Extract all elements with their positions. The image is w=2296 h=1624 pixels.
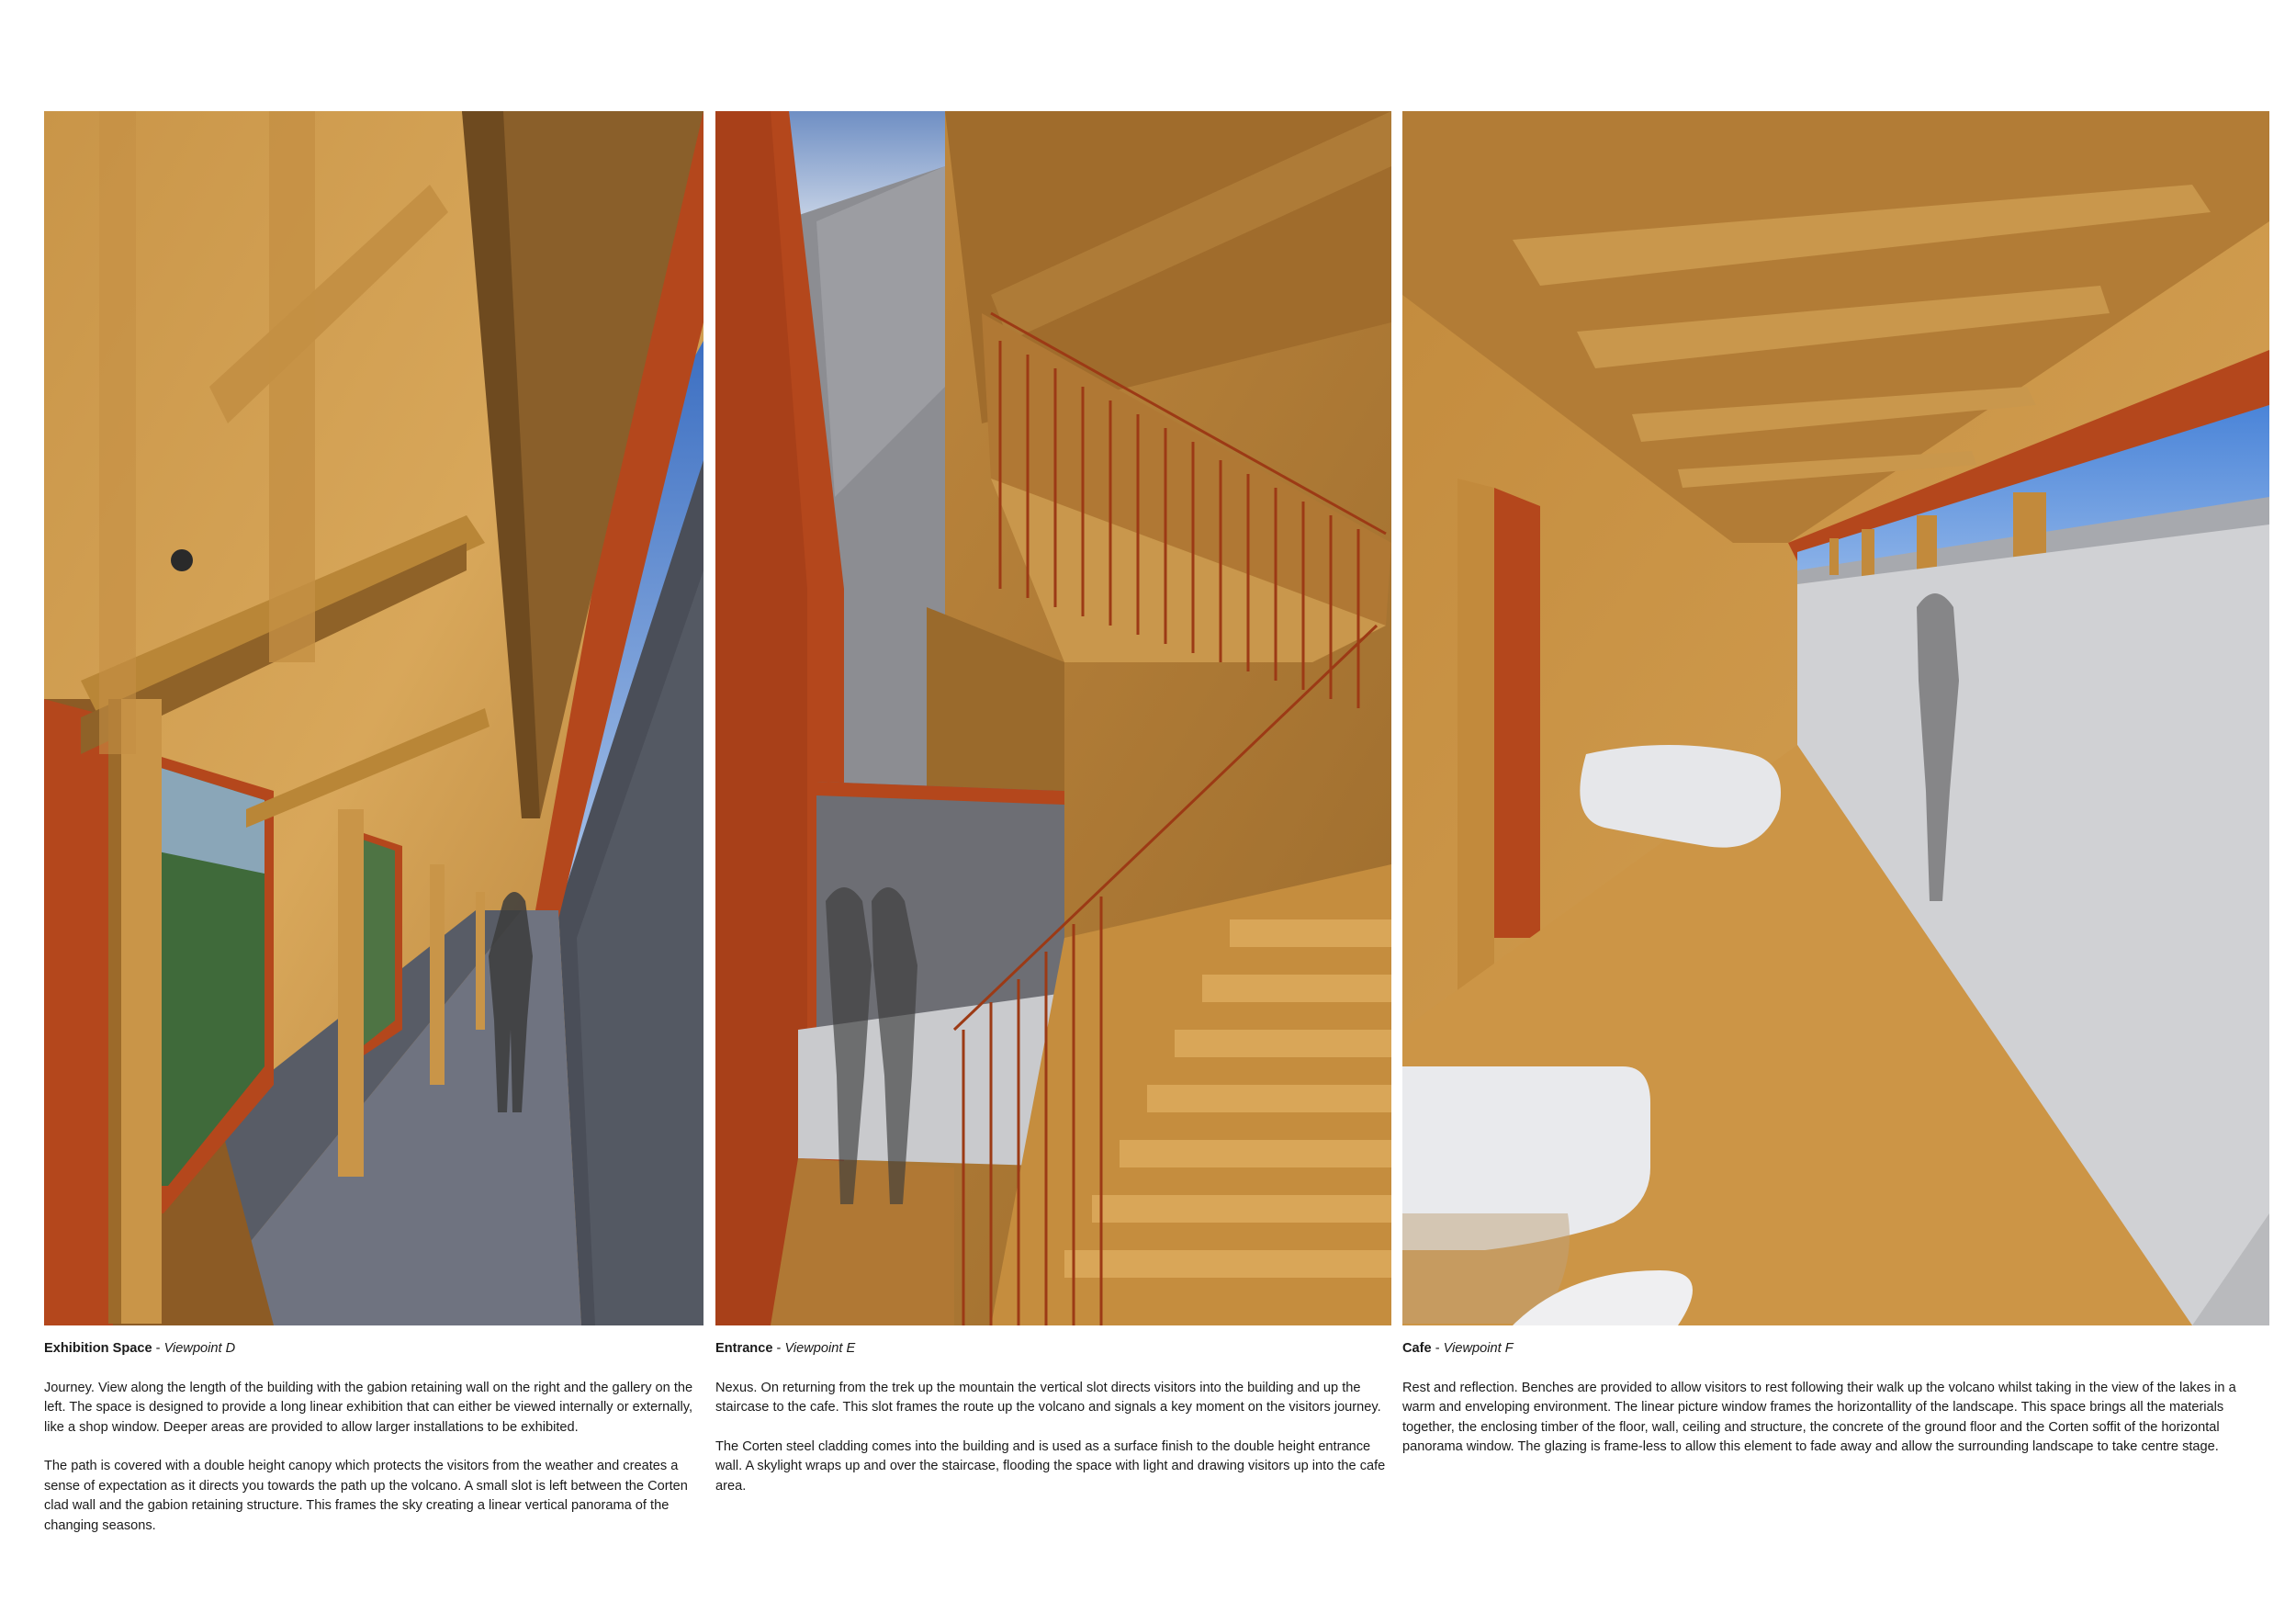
exhibition-paragraph-2: The path is covered with a double height canopy which protects the visitors from the weather and creates a sense of expectation as it directs you towards the path up the volcano. A small slot is left between the Corten clad wall and the gabion retaining structure. This frames the sky creating a linear vertical panorama of the changing seasons. <box>44 1459 688 1533</box>
exhibition-space-illustration <box>44 111 703 1325</box>
entrance-paragraph-2: The Corten steel cladding comes into the building and is used as a surface finish to the double height entrance wall. A skylight wraps up and over the staircase, flooding the space with light and drawing visitors up into the cafe area. <box>715 1438 1386 1494</box>
cafe-render <box>1402 111 2269 1325</box>
caption-separator: - <box>152 1341 164 1356</box>
caption-viewpoint: Viewpoint E <box>784 1341 856 1356</box>
caption-viewpoint: Viewpoint F <box>1443 1341 1514 1356</box>
cafe-paragraph-1: Rest and reflection. Benches are provided to allow visitors to rest following their walk up the volcano whilst taking in the view of the lakes in a warm and enveloping environment. The linear picture window frames the horizontallity of the landscape. This space brings all the materials together, the enclosing timber of the floor, wall, ceiling and structure, the concrete of the ground floor and the Corten soffit of the horizontal panorama window. The glazing is frame-less to allow this element to fade away and allow the surrounding landscape to take centre stage. <box>1402 1380 2236 1454</box>
exhibition-space-render <box>44 111 703 1325</box>
caption-title: Entrance <box>715 1341 773 1356</box>
cafe-caption <box>1402 1339 2269 1359</box>
exhibition-space-caption <box>44 1339 703 1359</box>
caption-title: Exhibition Space <box>44 1341 152 1356</box>
exhibition-paragraph-1: Journey. View along the length of the building with the gabion retaining wall on the right and the gallery on the left. The space is designed to provide a long linear exhibition that can either be viewed internally or externally, like a shop window. Deeper areas are provided to allow larger installations to be exhibited. <box>44 1380 693 1435</box>
entrance-paragraph-1: Nexus. On returning from the trek up the mountain the vertical slot directs visitors into the building and up the staircase to the cafe. This slot frames the route up the volcano and signals a key moment on the visitors journey. <box>715 1380 1381 1415</box>
cafe-illustration <box>1402 111 2269 1325</box>
entrance-illustration <box>715 111 1391 1325</box>
caption-separator: - <box>1431 1341 1444 1356</box>
entrance-text <box>715 1339 1391 1516</box>
entrance-render <box>715 111 1391 1325</box>
caption-title: Cafe <box>1402 1341 1432 1356</box>
cafe-text <box>1402 1339 2269 1477</box>
exhibition-space-text <box>44 1339 703 1555</box>
caption-viewpoint: Viewpoint D <box>163 1341 236 1356</box>
entrance-caption <box>715 1339 1391 1359</box>
caption-separator: - <box>772 1341 785 1356</box>
